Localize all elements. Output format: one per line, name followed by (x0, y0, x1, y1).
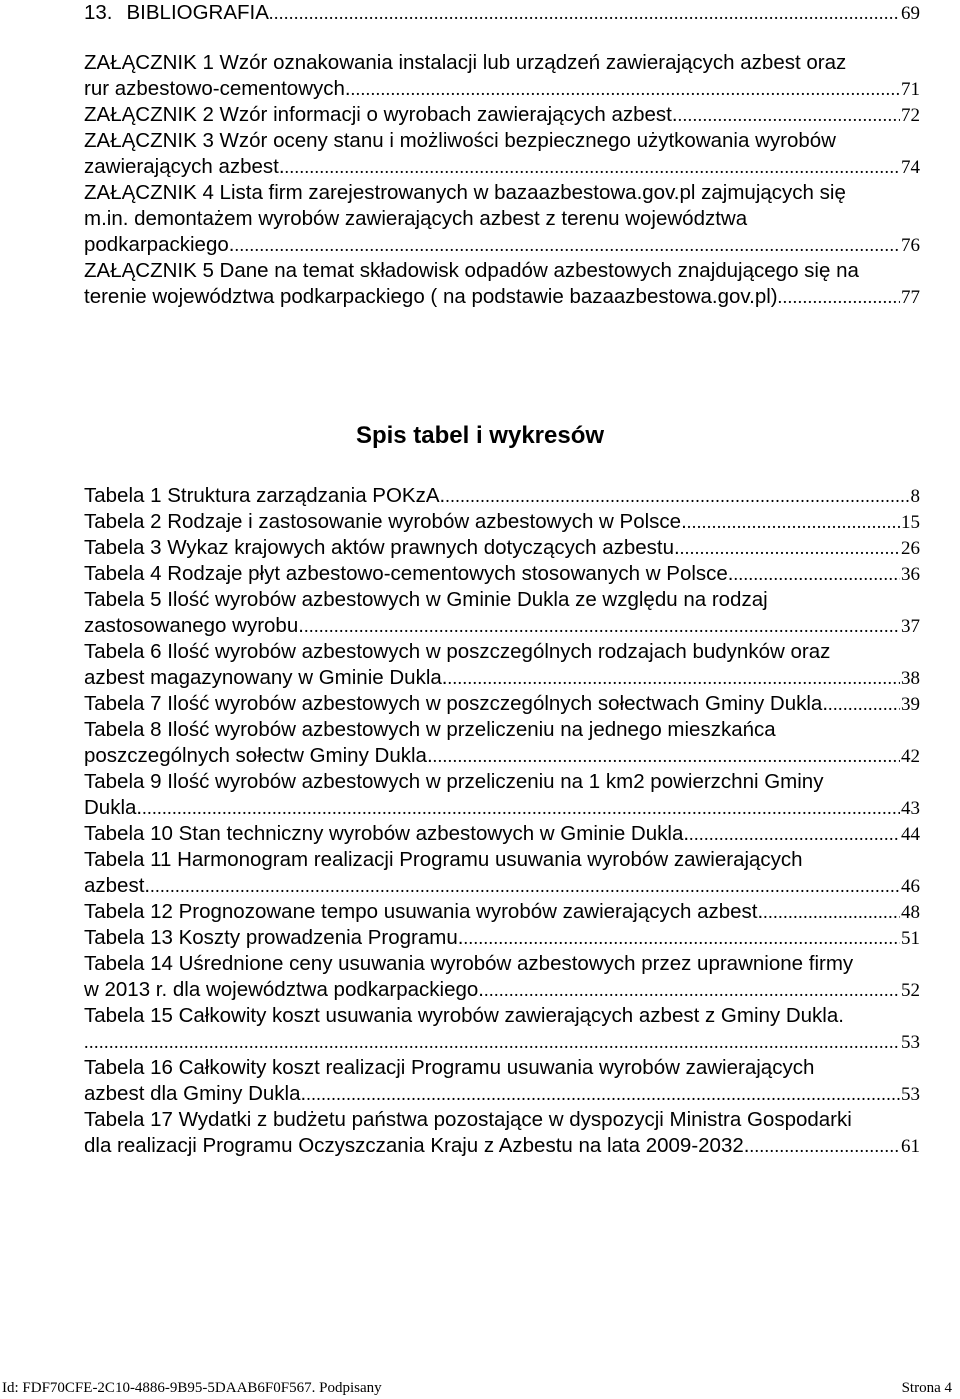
table-entry-line: Tabela 1 Struktura zarządzania POKzA. (84, 484, 446, 507)
table-entry[interactable] (84, 1107, 920, 1159)
toc-page-number: 44 (901, 824, 920, 845)
toc-leader-dots (678, 102, 900, 128)
toc-entry-bibliography[interactable] (84, 0, 920, 26)
attachment-entry-line: ZAŁĄCZNIK 3 Wzór oceny stanu i możliwości bezpiecznego użytkowania wyrobów (84, 129, 836, 152)
table-entry-line: Dukla. (84, 796, 143, 819)
toc-page-number: 74 (901, 157, 920, 178)
table-entry-line: poszczególnych sołectw Gminy Dukla. (84, 744, 433, 767)
toc-leader-dots (749, 1133, 900, 1159)
toc-leader-dots (763, 899, 900, 925)
table-entry[interactable] (84, 561, 920, 587)
attachment-entry[interactable] (84, 180, 920, 258)
table-entry-line: azbest. (84, 874, 151, 897)
tables-heading: Spis tabel i wykresów (355, 422, 605, 449)
table-entry-line: Tabela 2 Rodzaje i zastosowanie wyrobów azbestowych w Polsce. (84, 510, 687, 533)
attachment-entry[interactable] (84, 102, 920, 128)
table-entry-line: Tabela 9 Ilość wyrobów azbestowych w przeliczeniu na 1 km2 powierzchni Gminy (84, 770, 824, 793)
toc-page-number: 26 (901, 538, 920, 559)
toc-leader-dots (680, 535, 900, 561)
table-entry-line: dla realizacji Programu Oczyszczania Kraju z Azbestu na lata 2009-2032. (84, 1134, 750, 1157)
table-entry[interactable] (84, 691, 920, 717)
toc-leader-dots (687, 509, 900, 535)
table-entry-line: azbest magazynowany w Gminie Dukla. (84, 666, 448, 689)
toc-page-number: 39 (901, 694, 920, 715)
toc-leader-dots (445, 483, 909, 509)
attachment-entry-line: ZAŁĄCZNIK 4 Lista firm zarejestrowanych w bazaazbestowa.gov.pl zajmujących się (84, 181, 846, 204)
toc-leader-dots (447, 665, 900, 691)
table-entry[interactable] (84, 639, 920, 691)
attachment-entry-line: ZAŁĄCZNIK 2 Wzór informacji o wyrobach zawierających azbest. (84, 103, 678, 126)
table-entry-line: azbest dla Gminy Dukla. (84, 1082, 307, 1105)
toc-page-number: 61 (901, 1136, 920, 1157)
toc-page-number: 69 (901, 3, 920, 24)
toc-page-number: 76 (901, 235, 920, 256)
page-footer (0, 1378, 960, 1399)
table-entry[interactable] (84, 587, 920, 639)
table-entry-line: Tabela 7 Ilość wyrobów azbestowych w poszczególnych sołectwach Gminy Dukla. (84, 692, 829, 715)
toc-leader-dots (484, 977, 900, 1003)
toc-leader-dots (304, 613, 900, 639)
toc-leader-dots (463, 925, 900, 951)
table-entry[interactable] (84, 483, 920, 509)
table-entry-line: Tabela 6 Ilość wyrobów azbestowych w poszczególnych rodzajach budynków oraz (84, 640, 831, 663)
table-entry[interactable] (84, 717, 920, 769)
toc-page-number: 53 (901, 1084, 920, 1105)
table-entry-line: w 2013 r. dla województwa podkarpackiego. (84, 978, 484, 1001)
table-entry-line: Tabela 5 Ilość wyrobów azbestowych w Gminie Dukla ze względu na rodzaj (84, 588, 768, 611)
attachment-entry[interactable] (84, 258, 920, 310)
toc-page-number: 52 (901, 980, 920, 1001)
toc-page-number: 43 (901, 798, 920, 819)
toc-entry-number: 13. (84, 1, 113, 24)
table-entry-line: Tabela 14 Uśrednione ceny usuwania wyrobów azbestowych przez uprawnione firmy (84, 952, 854, 975)
table-entry-line: Tabela 10 Stan techniczny wyrobów azbestowych w Gminie Dukla. (84, 822, 690, 845)
toc-page-number: 15 (901, 512, 920, 533)
attachment-entry[interactable] (84, 50, 920, 102)
table-entry[interactable] (84, 899, 920, 925)
toc-leader-dots (234, 232, 900, 258)
attachment-entry[interactable] (84, 128, 920, 180)
toc-page-number: 53 (901, 1032, 920, 1053)
toc-page-number: 8 (910, 486, 920, 507)
table-entry-line: Tabela 3 Wykaz krajowych aktów prawnych dotyczących azbestu. (84, 536, 680, 559)
table-entry-line: Tabela 15 Całkowity koszt usuwania wyrobów zawierających azbest z Gminy Dukla. (84, 1004, 844, 1027)
toc-page-number: 72 (901, 105, 920, 126)
toc-page-number: 36 (901, 564, 920, 585)
toc-page-number: 71 (901, 79, 920, 100)
toc-leader-dots (306, 1081, 900, 1107)
toc-leader-dots (689, 821, 900, 847)
table-entry-line: Tabela 13 Koszty prowadzenia Programu. (84, 926, 464, 949)
toc-page-number: 37 (901, 616, 920, 637)
table-entry[interactable] (84, 925, 920, 951)
table-entry-line: Tabela 17 Wydatki z budżetu państwa pozostające w dyspozycji Ministra Gospodarki (84, 1108, 852, 1131)
attachment-entry-line: rur azbestowo-cementowych. (84, 77, 351, 100)
attachment-entry-line: zawierających azbest. (84, 155, 285, 178)
table-entry-line: Tabela 11 Harmonogram realizacji Programu usuwania wyrobów zawierających (84, 848, 803, 871)
toc-leader-dots (285, 154, 900, 180)
table-entry-line: Tabela 4 Rodzaje płyt azbestowo-cementowych stosowanych w Polsce. (84, 562, 734, 585)
table-entry[interactable] (84, 535, 920, 561)
table-entry[interactable] (84, 769, 920, 821)
toc-leader-dots (351, 76, 900, 102)
attachment-entry-line: ZAŁĄCZNIK 5 Dane na temat składowisk odpadów azbestowych znajdującego się na (84, 259, 859, 282)
toc-leader-dots (433, 743, 900, 769)
table-entry[interactable] (84, 1003, 920, 1055)
toc-page-number: 46 (901, 876, 920, 897)
table-entry-line: Tabela 8 Ilość wyrobów azbestowych w przeliczeniu na jednego mieszkańca (84, 718, 776, 741)
toc-leader-dots (84, 1029, 900, 1055)
table-entry-line: Tabela 16 Całkowity koszt realizacji Programu usuwania wyrobów zawierających (84, 1056, 815, 1079)
table-entry[interactable] (84, 1055, 920, 1107)
document-id-text: Id: FDF70CFE-2C10-4886-9B95-5DAAB6F0F567. Podpisany (2, 1380, 382, 1396)
toc-page-number: 38 (901, 668, 920, 689)
toc-leader-dots (828, 691, 900, 717)
toc-page-number: 48 (901, 902, 920, 923)
toc-leader-dots (734, 561, 901, 587)
toc-entry-label: BIBLIOGRAFIA (126, 1, 269, 24)
table-entry-line: Tabela 12 Prognozowane tempo usuwania wyrobów zawierających azbest. (84, 900, 764, 923)
table-entry[interactable] (84, 951, 920, 1003)
toc-leader-dots (150, 873, 900, 899)
table-entry-line: zastosowanego wyrobu. (84, 614, 304, 637)
table-entry[interactable] (84, 509, 920, 535)
toc-leader-dots (269, 0, 900, 26)
toc-leader-dots (142, 795, 900, 821)
toc-page-number: 77 (901, 287, 920, 308)
attachment-entry-line: podkarpackiego. (84, 233, 235, 256)
toc-page-number: 42 (901, 746, 920, 767)
toc-page-number: 51 (901, 928, 920, 949)
attachment-entry-line: m.in. demontażem wyrobów zawierających azbest z terenu województwa (84, 207, 748, 230)
toc-leader-dots (778, 284, 900, 310)
table-entry[interactable] (84, 821, 920, 847)
page-number-text: Strona 4 (901, 1380, 952, 1396)
table-entry[interactable] (84, 847, 920, 899)
attachment-entry-line: terenie województwa podkarpackiego ( na podstawie bazaazbestowa.gov.pl) (84, 285, 778, 308)
attachment-entry-line: ZAŁĄCZNIK 1 Wzór oznakowania instalacji lub urządzeń zawierających azbest oraz (84, 51, 847, 74)
